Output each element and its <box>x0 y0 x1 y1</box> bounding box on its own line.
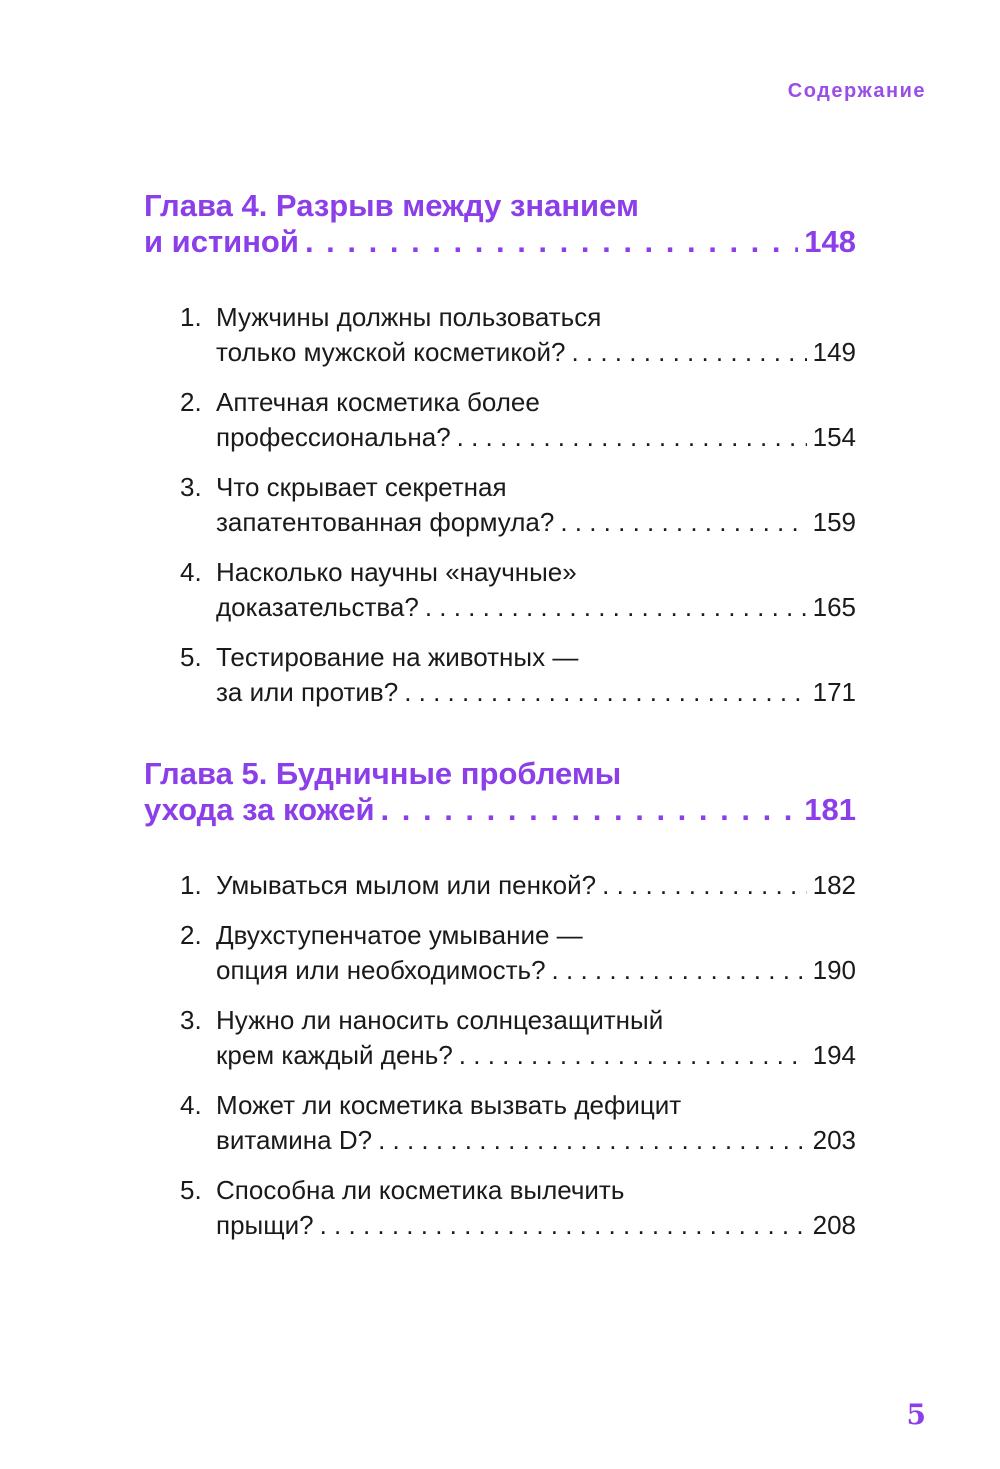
item-page: 194 <box>812 1040 856 1070</box>
item-page: 149 <box>812 337 856 367</box>
chapter-title-line2: и истиной <box>144 224 299 259</box>
dot-leader <box>602 868 806 903</box>
toc-item[interactable] <box>144 555 856 625</box>
item-number: 1. <box>180 302 202 332</box>
item-title-line1: Аптечная косметика более <box>216 387 540 417</box>
item-title-line2: витамина D? <box>216 1125 373 1155</box>
item-page: 165 <box>812 592 856 622</box>
running-head: Содержание <box>787 80 926 102</box>
item-number: 4. <box>180 1090 202 1120</box>
item-title-line2: крем каждый день? <box>216 1040 453 1070</box>
table-of-contents <box>144 188 856 1289</box>
item-title-line1: Насколько научны «научные» <box>216 557 577 587</box>
chapter-5 <box>144 756 856 1243</box>
chapter-title-line1: Глава 5. Будничные проблемы <box>144 756 622 791</box>
item-page: 171 <box>812 677 856 707</box>
dot-leader <box>457 420 807 455</box>
item-number: 3. <box>180 1005 202 1035</box>
item-title-line1: Тестирование на животных — <box>216 642 579 672</box>
dot-leader <box>571 335 806 370</box>
item-number: 3. <box>180 472 202 502</box>
toc-item[interactable] <box>144 385 856 455</box>
dot-leader <box>404 675 806 710</box>
toc-item[interactable] <box>144 470 856 540</box>
toc-item[interactable] <box>144 918 856 988</box>
item-page: 203 <box>812 1125 856 1155</box>
item-page: 190 <box>812 955 856 985</box>
dot-leader <box>378 1123 807 1158</box>
toc-item[interactable] <box>144 300 856 370</box>
item-title-line1: Что скрывает секретная <box>216 472 507 502</box>
dot-leader <box>305 224 798 260</box>
chapter-page: 148 <box>804 224 856 259</box>
item-title-line1: Двухступенчатое умывание — <box>216 920 583 950</box>
chapter-page: 181 <box>804 792 856 827</box>
item-title-line2: только мужской косметикой? <box>216 337 566 367</box>
item-page: 182 <box>812 870 856 900</box>
item-title-line1: Способна ли косметика вылечить <box>216 1175 625 1205</box>
item-number: 2. <box>180 387 202 417</box>
item-number: 5. <box>180 1175 202 1205</box>
item-title-line2: опция или необходимость? <box>216 955 546 985</box>
dot-leader <box>560 505 806 540</box>
chapter-title-line1: Глава 4. Разрыв между знанием <box>144 188 639 223</box>
item-title-line1: Может ли косметика вызвать дефицит <box>216 1090 682 1120</box>
dot-leader <box>381 792 799 828</box>
toc-item[interactable] <box>144 1173 856 1243</box>
item-page: 208 <box>812 1210 856 1240</box>
dot-leader <box>320 1208 807 1243</box>
item-title-line2: профессиональна? <box>216 422 451 452</box>
item-title-line2: за или против? <box>216 677 399 707</box>
toc-item[interactable] <box>144 868 856 903</box>
item-page: 159 <box>812 507 856 537</box>
item-title-line2: доказательства? <box>216 592 419 622</box>
item-number: 4. <box>180 557 202 587</box>
chapter-title[interactable] <box>144 188 856 260</box>
chapter-items <box>144 300 856 710</box>
item-number: 5. <box>180 642 202 672</box>
item-title-line1: Мужчины должны пользоваться <box>216 302 602 332</box>
item-page: 154 <box>812 422 856 452</box>
dot-leader <box>459 1038 807 1073</box>
dot-leader <box>552 953 807 988</box>
chapter-items <box>144 868 856 1243</box>
item-number: 1. <box>180 870 202 900</box>
item-number: 2. <box>180 920 202 950</box>
toc-item[interactable] <box>144 1003 856 1073</box>
page-number: 5 <box>906 1398 926 1431</box>
toc-item[interactable] <box>144 640 856 710</box>
item-title-line1: Нужно ли наносить солнцезащитный <box>216 1005 664 1035</box>
chapter-4 <box>144 188 856 710</box>
toc-item[interactable] <box>144 1088 856 1158</box>
item-title: Умываться мылом или пенкой? <box>216 870 597 900</box>
dot-leader <box>425 590 807 625</box>
item-title-line2: прыщи? <box>216 1210 314 1240</box>
chapter-title[interactable] <box>144 756 856 828</box>
item-title-line2: запатентованная формула? <box>216 507 555 537</box>
chapter-title-line2: ухода за кожей <box>144 792 375 827</box>
